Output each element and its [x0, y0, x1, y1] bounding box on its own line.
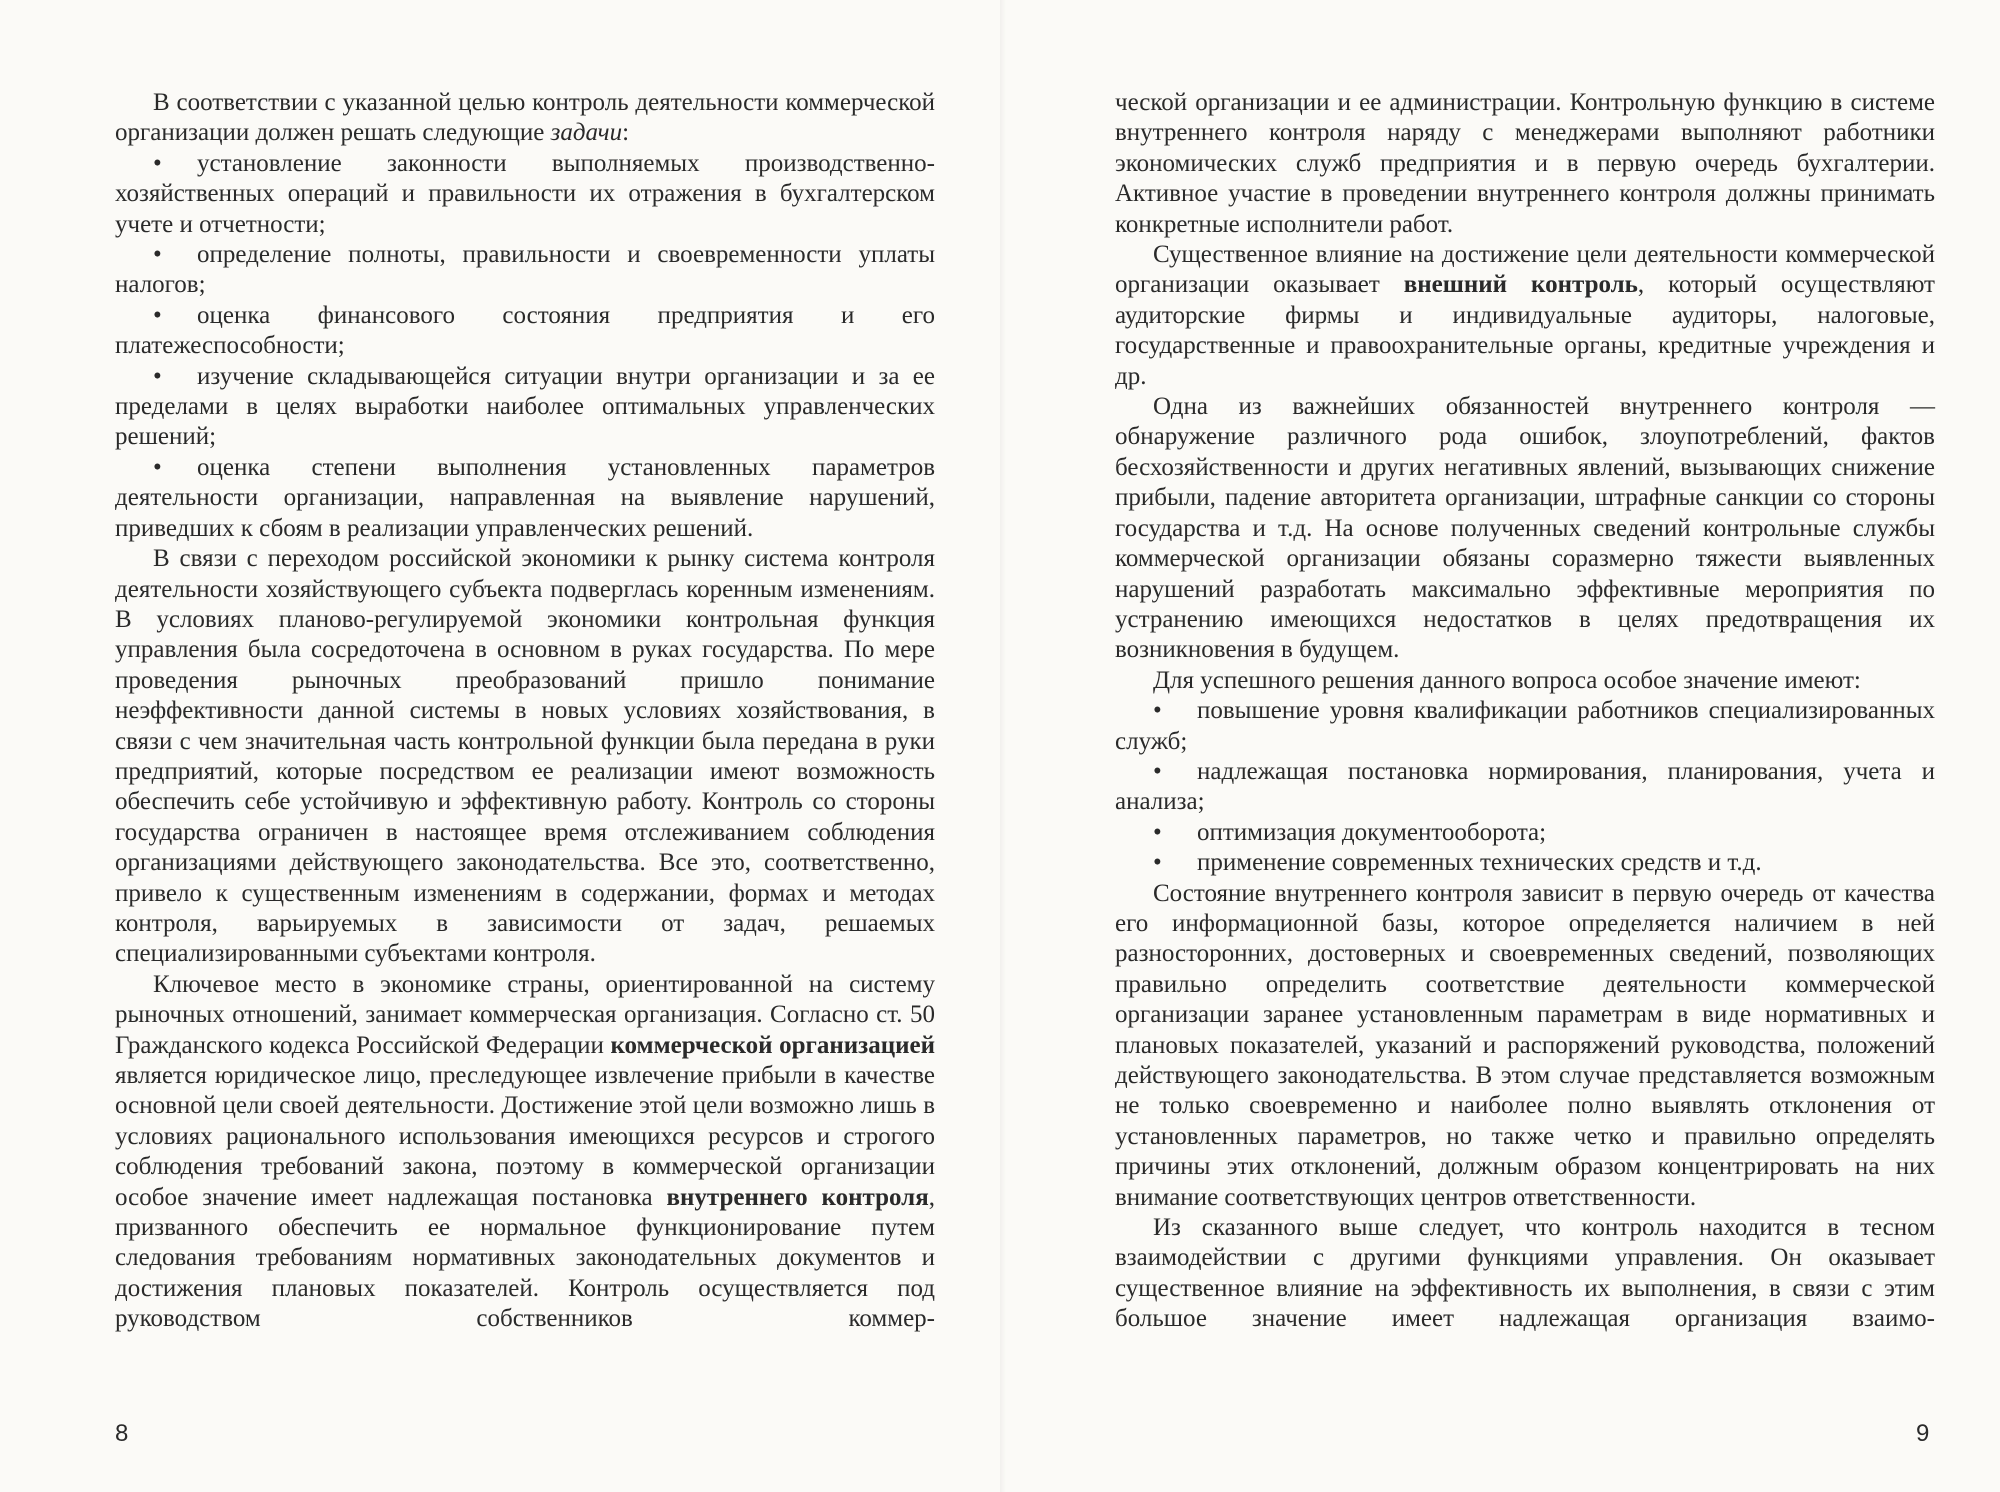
left-bullet-item: • определение полноты, правильности и своевременности уплаты налогов; — [115, 241, 935, 299]
tasks-italic: задачи — [550, 119, 623, 147]
right-page — [1115, 88, 1935, 1335]
left-page — [115, 88, 935, 1335]
right-paragraph-2: Одна из важнейших обязанностей внутреннего контроля — обнаружение различного рода ошибок, злоупотреблений, фактов бесхозяйственности и других негативных явлений, вызывающих снижение прибыли, падение авторитета организации, штрафные санкции со стороны государства и т.д. На основе полученных сведений контрольные службы коммерческой организации обязаны соразмерно тяжести выявленных нарушений разработать максимально эффективные мероприятия по устранению имеющихся недостатков в целях предотвращения их возникновения в будущем. — [1115, 393, 1935, 664]
right-paragraph-3: Для успешного решения данного вопроса особое значение имеют: — [1153, 666, 1861, 694]
book-gutter — [1000, 0, 1006, 1492]
bullet-icon: • — [1153, 818, 1162, 846]
bullet-icon: • — [1153, 757, 1162, 785]
bullet-icon: • — [153, 362, 162, 390]
left-paragraph-3: Ключевое место в экономике страны, ориентированной на систему рыночных отношений, занимает коммерческая организация. Согласно ст. 50 Гражданского кодекса Российской Федерации коммерческой организацией является юридическое лицо, преследующее извлечение прибыли в качестве основной цели своей деятельности. Достижение этой цели возможно лишь в условиях рационального использования имеющихся ресурсов и строгого соблюдения требований закона, поэтому в коммерческой организации особое значение имеет надлежащая постановка внутреннего контроля, призванного обеспечить ее нормальное функционирование путем следования требованиям нормативных законодательных документов и достижения плановых показателей. Контроль осуществляется под руководством собственников коммер- — [115, 970, 935, 1333]
right-bullet-item: • надлежащая постановка нормирования, планирования, учета и анализа; — [1115, 757, 1935, 816]
right-bullet-item: • повышение уровня квалификации работников специализированных служб; — [1115, 697, 1935, 755]
right-paragraph-5: Из сказанного выше следует, что контроль находится в тесном взаимодействии с другими функциями управления. Он оказывает существенное влияние на эффективность их выполнения, в связи с этим большое значение имеет надлежащая организация взаимо- — [1115, 1214, 1935, 1333]
right-paragraph-4: Состояние внутреннего контроля зависит в первую очередь от качества его информационной базы, которое определяется наличием в ней разносторонних, достоверных и своевременных сведений, позволяющих правильно определить соответствие деятельности коммерческой организации заранее установленным параметрам в виде нормативных и плановых показателей, указаний и распоряжений руководства, положений действующего законодательства. В этом случае представляется возможным не только своевременно и наиболее полно выявлять отклонения от установленных параметров, но также четко и правильно определять причины этих отклонений, должным образом концентрировать на них внимание соответствующих центров ответственности. — [1115, 879, 1935, 1211]
page-number-right: 9 — [1916, 1420, 1930, 1447]
right-paragraph-1: Существенное влияние на достижение цели деятельности коммерческой организации оказывает внешний контроль, который осуществляют аудиторские фирмы и индивидуальные аудиторы, налоговые, государственные и правоохранительные органы, кредитные учреждения и др. — [1115, 241, 1935, 390]
left-bullet-item: • установление законности выполняемых производственно-хозяйственных операций и правильности их отражения в бухгалтерском учете и отчетности; — [115, 149, 935, 238]
bullet-icon: • — [1153, 697, 1162, 725]
left-bullet-item: • оценка финансового состояния предприятия и его платежеспособности; — [115, 301, 935, 360]
commercial-organization-term: коммерческой организацией — [610, 1031, 935, 1059]
bullet-icon: • — [1153, 849, 1162, 877]
bullet-icon: • — [153, 301, 162, 329]
left-paragraph-2: В связи с переходом российской экономики к рынку система контроля деятельности хозяйствующего субъекта подверглась коренным изменениям. В условиях планово-регулируемой экономики контрольная функция управления была сосредоточена в основном в руках государства. По мере проведения рыночных преобразований пришло понимание неэффективности данной системы в новых условиях хозяйствования, в связи с чем значительная часть контрольной функции была передана в руки предприятий, которые посредством ее реализации имеют возможность обеспечить себе устойчивую и эффективную работу. Контроль со стороны государства ограничен в настоящее время отслеживанием соблюдения организациями действующего законодательства. Все это, соответственно, привело к существенным изменениям в содержании, формах и методах контроля, варьируемых в зависимости от задач, решаемых специализированными субъектами контроля. — [115, 545, 935, 968]
left-bullet-item: • оценка степени выполнения установленных параметров деятельности организации, направленная на выявление нарушений, приведших к сбоям в реализации управленческих решений. — [115, 453, 935, 542]
internal-control-term: внутреннего контроля — [666, 1183, 929, 1211]
bullet-icon: • — [153, 149, 162, 177]
right-bullet-item: • оптимизация документооборота; — [1115, 818, 1935, 848]
left-bullet-item: • изучение складывающейся ситуации внутри организации и за ее пределами в целях выработки наиболее оптимальных управленческих решений; — [115, 362, 935, 451]
left-paragraph-1: В соответствии с указанной целью контроль деятельности коммерческой организации должен решать следующие задачи: — [115, 89, 935, 147]
external-control-term: внешний контроль — [1403, 271, 1638, 299]
right-bullet-item: • применение современных технических средств и т.д. — [1115, 848, 1935, 878]
right-paragraph-continuation: ческой организации и ее администрации. Контрольную функцию в системе внутреннего контроля наряду с менеджерами выполняют работники экономических служб предприятия и в первую очередь бухгалтерии. Активное участие в проведении внутреннего контроля должны принимать конкретные исполнители работ. — [1115, 89, 1935, 238]
bullet-icon: • — [153, 453, 162, 481]
bullet-icon: • — [153, 241, 162, 269]
page-number-left: 8 — [115, 1420, 129, 1447]
